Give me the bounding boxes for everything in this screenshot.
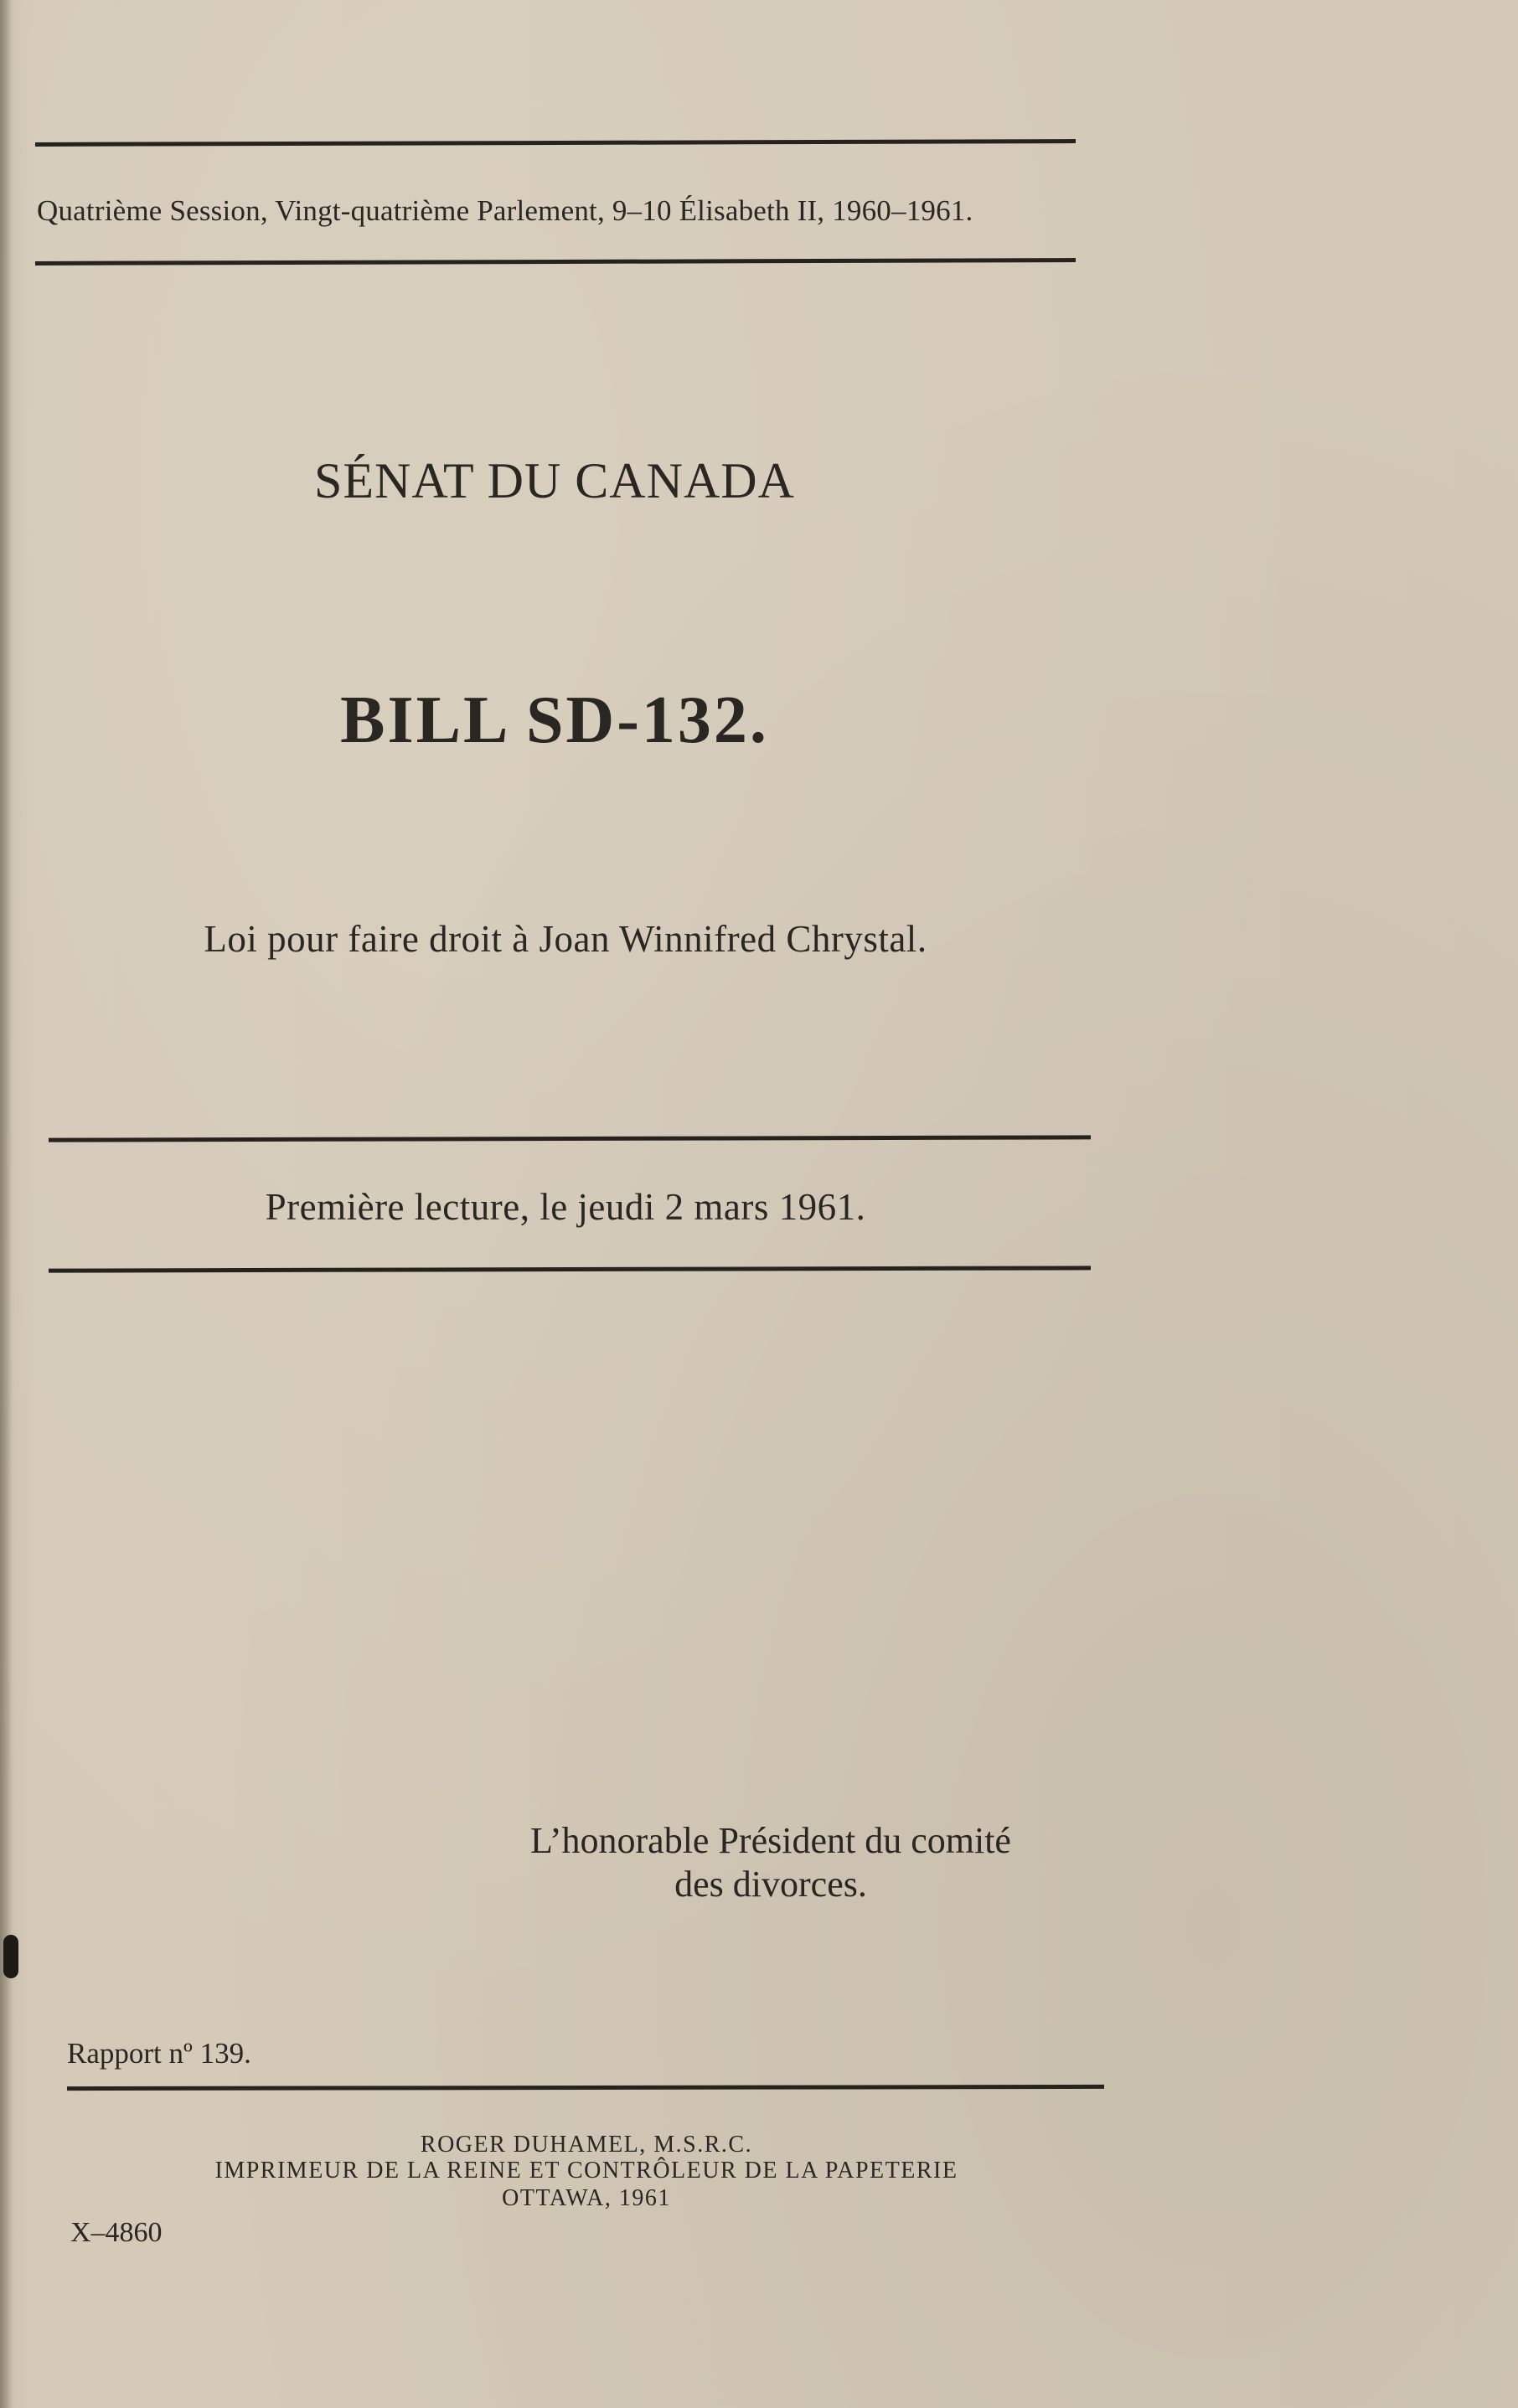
printer-title: IMPRIMEUR DE LA REINE ET CONTRÔLEUR DE LA PAPETERIE [214, 2158, 958, 2184]
binding-hole [3, 1935, 18, 1978]
reading-bottom-rule [49, 1266, 1091, 1272]
bill-number: BILL SD-132. [340, 683, 769, 757]
header-top-rule [35, 139, 1076, 147]
sponsor-line-2: des divorces. [674, 1864, 867, 1905]
sponsor-line-1: L’honorable Président du comité [530, 1820, 1011, 1861]
printer-name: ROGER DUHAMEL, M.S.R.C. [420, 2132, 753, 2158]
header-bottom-rule [35, 258, 1076, 266]
printer-place: OTTAWA, 1961 [502, 2185, 671, 2211]
first-reading: Première lecture, le jeudi 2 mars 1961. [265, 1186, 866, 1228]
report-number: Rapport nº 139. [67, 2037, 251, 2070]
chamber-title: SÉNAT DU CANADA [314, 453, 795, 508]
sponsor [469, 1819, 1072, 1906]
session-line: Quatrième Session, Vingt-quatrième Parlement, 9–10 Élisabeth II, 1960–1961. [37, 194, 973, 227]
reading-top-rule [49, 1135, 1091, 1142]
footer-rule [67, 2085, 1104, 2091]
document-code: X–4860 [70, 2217, 163, 2248]
bill-title: Loi pour faire droit à Joan Winnifred Chrystal. [204, 918, 927, 960]
